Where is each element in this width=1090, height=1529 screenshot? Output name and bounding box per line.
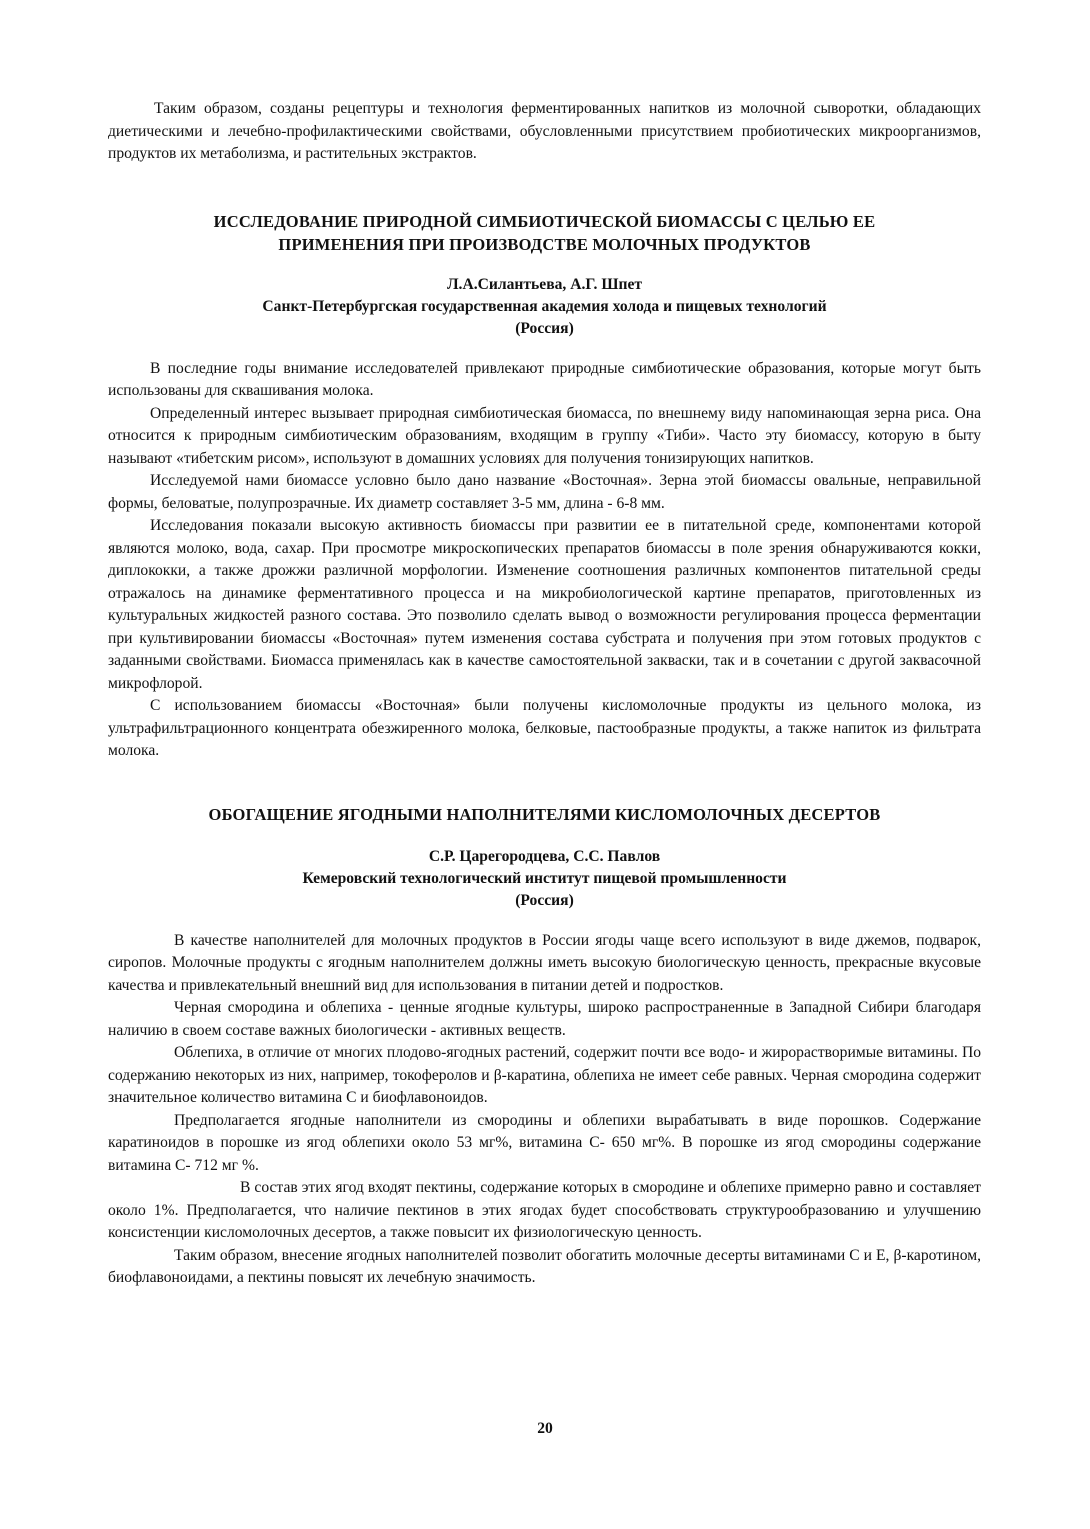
body-paragraph: В качестве наполнителей для молочных продуктов в России ягоды чаще всего используют в виде джемов, подварок, сиропов. Молочные продукты с ягодным наполнителем должны иметь высокую биологическую ценность, прекрасные вкусовые качества и привлекательный внешний вид для использования в питании детей и подростков. [108,931,981,994]
article-symbiotic-biomass [108,210,981,763]
article-affiliation: Кемеровский технологический институт пищевой промышленности [302,869,787,887]
article-berry-fillers [108,803,981,1290]
article-body [108,358,981,763]
body-paragraph: С использованием биомассы «Восточная» были получены кисломолочные продукты из цельного молока, из ультрафильтрационного концентрата обезжиренного молока, белковые, пастообразные продукты, а также напиток из фильтрата молока. [108,697,981,759]
article-authors: С.Р. Царегородцева, С.С. Павлов [428,847,661,865]
article-title-line: ИССЛЕДОВАНИЕ ПРИРОДНОЙ СИМБИОТИЧЕСКОЙ БИОМАССЫ С ЦЕЛЬЮ ЕЕ [213,211,876,231]
body-paragraph: Черная смородина и облепиха - ценные ягодные культуры, широко распространенные в Западной Сибири благодаря наличию в своем составе важных биологически - активных веществ. [108,999,981,1039]
intro-paragraph: Таким образом, созданы рецептуры и технология ферментированных напитков из молочной сыворотки, обладающих диетическими и лечебно-профилактическими свойствами, обусловленными присутствием пробиотических микроорганизмов, продуктов их метаболизма, и растительных экстрактов. [108,100,981,162]
body-paragraph: Таким образом, внесение ягодных наполнителей позволит обогатить молочные десерты витаминами С и Е, β-каротином, биофлавоноидами, а пектины повысят их лечебную значимость. [108,1246,981,1286]
body-paragraph: Исследуемой нами биомассе условно было дано название «Восточная». Зерна этой биомассы овальные, неправильной формы, беловатые, полупрозрачные. Их диаметр составляет 3-5 мм, длина - 6-8 мм. [108,472,981,512]
page-number: 20 [537,1420,553,1437]
body-paragraph: В состав этих ягод входят пектины, содержание которых в смородине и облепихе примерно равно и составляет около 1%. Предполагается, что наличие пектинов в этих ягодах будет способствовать структурообразованию и улучшению консистенции кисломолочных десертов, а также повысит их физиологическую ценность. [108,1179,981,1241]
article-title: ОБОГАЩЕНИЕ ЯГОДНЫМИ НАПОЛНИТЕЛЯМИ КИСЛОМОЛОЧНЫХ ДЕСЕРТОВ [208,804,881,824]
document-page [108,98,981,1290]
article-authors: Л.А.Силантьева, А.Г. Шпет [446,275,643,293]
article-country: (Россия) [515,891,574,909]
body-paragraph: Предполагается ягодные наполнители из смородины и облепихи вырабатывать в виде порошков. Содержание каратиноидов в порошке из ягод облепихи около 53 мг%, витамина С- 650 мг%. В порошке из ягод смородины содержание витамина С- 712 мг %. [108,1111,981,1174]
body-paragraph: В последние годы внимание исследователей привлекают природные симбиотические образования, которые могут быть использованы для сквашивания молока. [108,359,981,399]
article-body [108,930,981,1290]
article-title-line: ПРИМЕНЕНИЯ ПРИ ПРОИЗВОДСТВЕ МОЛОЧНЫХ ПРОДУКТОВ [278,234,811,254]
intro-section [108,98,981,166]
body-paragraph: Определенный интерес вызывает природная симбиотическая биомасса, по внешнему виду напоминающая зерна риса. Она относится к природным симбиотическим образованиям, входящим в группу «Тиби». Часто эту биомассу, которую в быту называют «тибетским рисом», используют в домашних условиях для получения тонизирующих напитков. [108,404,981,467]
article-affiliation: Санкт-Петербургская государственная академия холода и пищевых технологий [262,297,827,315]
article-country: (Россия) [515,319,574,337]
body-paragraph: Облепиха, в отличие от многих плодово-ягодных растений, содержит почти все водо- и жирорастворимые витамины. По содержанию некоторых из них, например, токоферолов и β-каратина, облепиха не имеет себе равных. Черная смородина содержит значительное количество витамина С и биофлавоноидов. [108,1044,981,1106]
body-paragraph: Исследования показали высокую активность биомассы при развитии ее в питательной среде, компонентами которой являются молоко, вода, сахар. При просмотре микроскопических препаратов биомассы в поле зрения обнаруживаются кокки, диплококки, а также дрожжи различной морфологии. Изменение соотношения различных компонентов питательной среды отражалось на динамике ферментативного процесса и на микробиологической картине препаратов, приготовленных из культуральных жидкостей разного состава. Это позволило сделать вывод о возможности регулирования процесса ферментации при культивировании биомассы «Восточная» путем изменения состава субстрата и получения при этом готовых продуктов с заданными свойствами. Биомасса применялась как в качестве самостоятельной закваски, так и в сочетании с другой заквасочной микрофлорой. [108,517,981,692]
